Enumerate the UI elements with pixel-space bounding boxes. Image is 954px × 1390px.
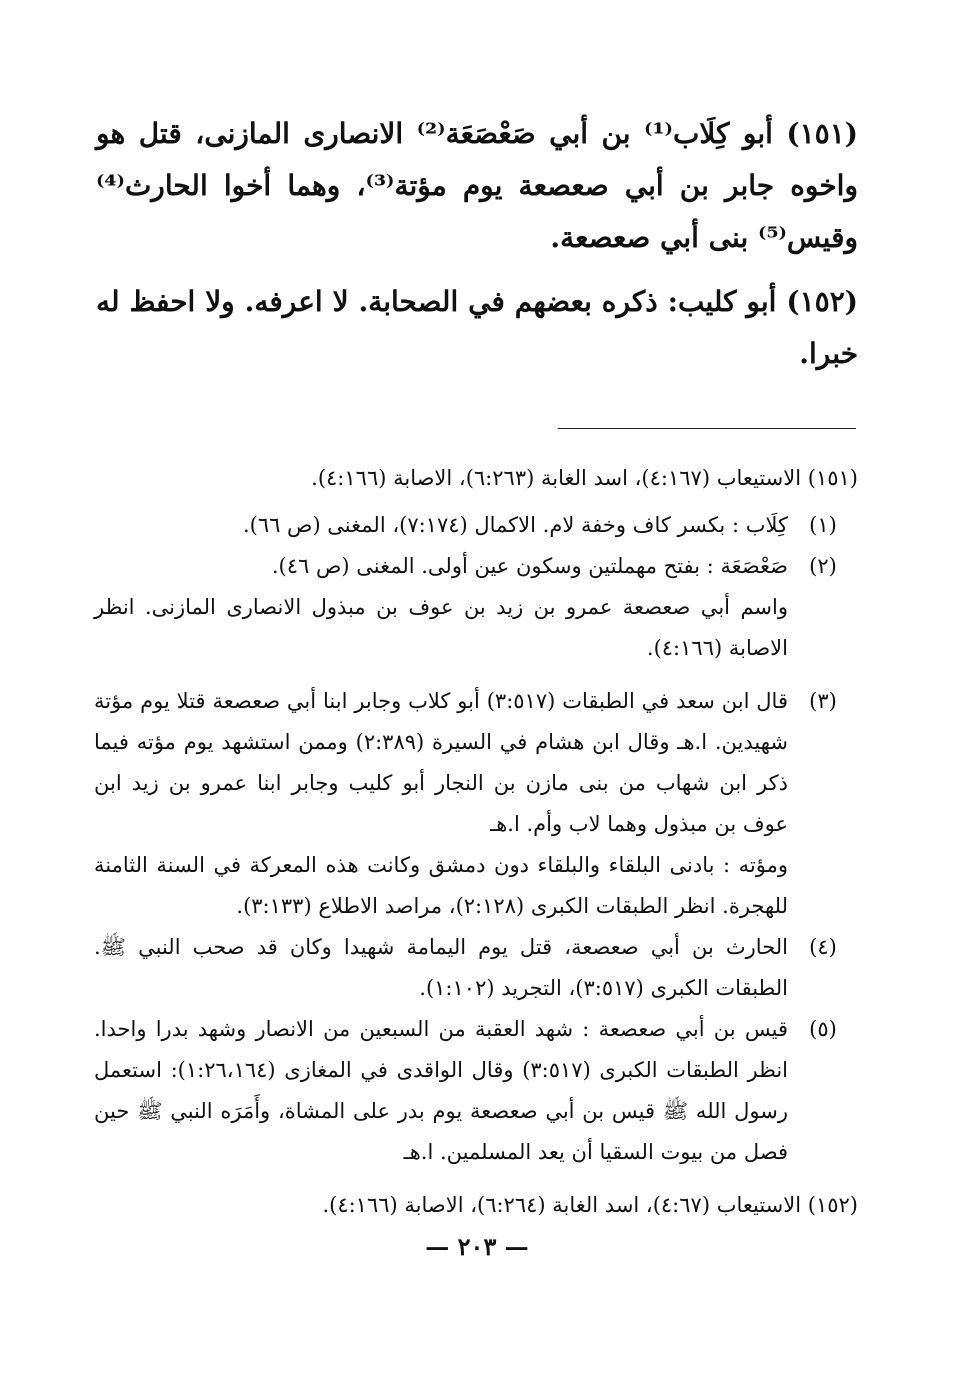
footnote-number: (٤) bbox=[809, 935, 837, 959]
footnote-text: صَعْصَعَة : بفتح مهملتين وسكون عين أولى. المغنى (ص ٤٦). bbox=[271, 554, 788, 578]
footnote-2 bbox=[94, 546, 858, 669]
references-152: (١٥٢) الاستيعاب (٤:٦٧)، اسد الغابة (٦:٢٦٤)، الاصابة (٤:١٦٦). bbox=[322, 1193, 858, 1217]
footnote-3 bbox=[94, 681, 858, 927]
references-151: (١٥١) الاستيعاب (٤:١٦٧)، اسد الغابة (٦:٢٦٣)، الاصابة (٤:١٦٦). bbox=[311, 466, 858, 490]
footnote-text: قال ابن سعد في الطبقات (٣:٥١٧) أبو كلاب وجابر ابنا أبي صعصعة قتلا يوم مؤتة شهيدين. ا.هـ وقال ابن هشام في السيرة (٢:٣٨٩) وممن استشهد يوم مؤته فيما ذكر ابن شهاب من بنى مازن بن النجار أبو كليب وجابر ابنا عمرو بن زيد ابن عوف بن مبذول وهما لاب وأم. ا.هـ bbox=[94, 689, 788, 836]
footnote-number: (١) bbox=[809, 513, 837, 537]
entry-151: (١٥١) أبو كِلَاب⁽¹⁾ بن أبي صَعْصَعَة⁽²⁾ الانصارى المازنى، قتل هو واخوه جابر بن أبي صعصعة يوم مؤتة⁽³⁾، وهما أخوا الحارث⁽⁴⁾ وقيس⁽⁵⁾ بنى أبي صعصعة. bbox=[96, 117, 858, 254]
footnote-number: (٣) bbox=[809, 689, 837, 713]
footnote-text: ومؤته : بادنى البلقاء والبلقاء دون دمشق وكانت هذه المعركة في السنة الثامنة للهجرة. انظر الطبقات الكبرى (٢:١٢٨)، مراصد الاطلاع (٣:١٣٣). bbox=[94, 853, 788, 918]
main-text bbox=[96, 108, 858, 392]
footnote-text: كِلَاب : بكسر كاف وخفة لام. الاكمال (٧:١٧٤)، المغنى (ص ٦٦). bbox=[242, 513, 788, 537]
footnote-separator bbox=[558, 428, 856, 429]
footnote-text: واسم أبي صعصعة عمرو بن زيد بن عوف بن مبذول الانصارى المازنى. انظر الاصابة (٤:١٦٦). bbox=[94, 595, 788, 660]
footnotes bbox=[94, 458, 858, 1232]
page-number: — ٢٠٣ — bbox=[425, 1232, 529, 1261]
footnote-number: (٥) bbox=[809, 1017, 837, 1041]
footnote-number: (٢) bbox=[809, 554, 837, 578]
footnote-5 bbox=[94, 1009, 858, 1173]
entry-152: (١٥٢) أبو كليب: ذكره بعضهم في الصحابة. لا اعرفه. ولا احفظ له خبرا. bbox=[96, 285, 858, 370]
footnote-text: قيس بن أبي صعصعة : شهد العقبة من السبعين من الانصار وشهد بدرا واحدا. انظر الطبقات الكبرى (٣:٥١٧) وقال الواقدى في المغازى (١:٢٦،١٦٤): استعمل رسول الله ﷺ قيس بن أبي صعصعة يوم بدر على المشاة، وأَمَرَه النبي ﷺ حين فصل من بيوت السقيا أن يعد المسلمين. ا.هـ bbox=[94, 1017, 788, 1164]
footnote-4 bbox=[94, 927, 858, 1009]
footnote-1 bbox=[94, 505, 858, 546]
footnote-text: الحارث بن أبي صعصعة، قتل يوم اليمامة شهيدا وكان قد صحب النبي ﷺ. الطبقات الكبرى (٣:٥١٧)، التجريد (١:١٠٢). bbox=[94, 935, 788, 1000]
